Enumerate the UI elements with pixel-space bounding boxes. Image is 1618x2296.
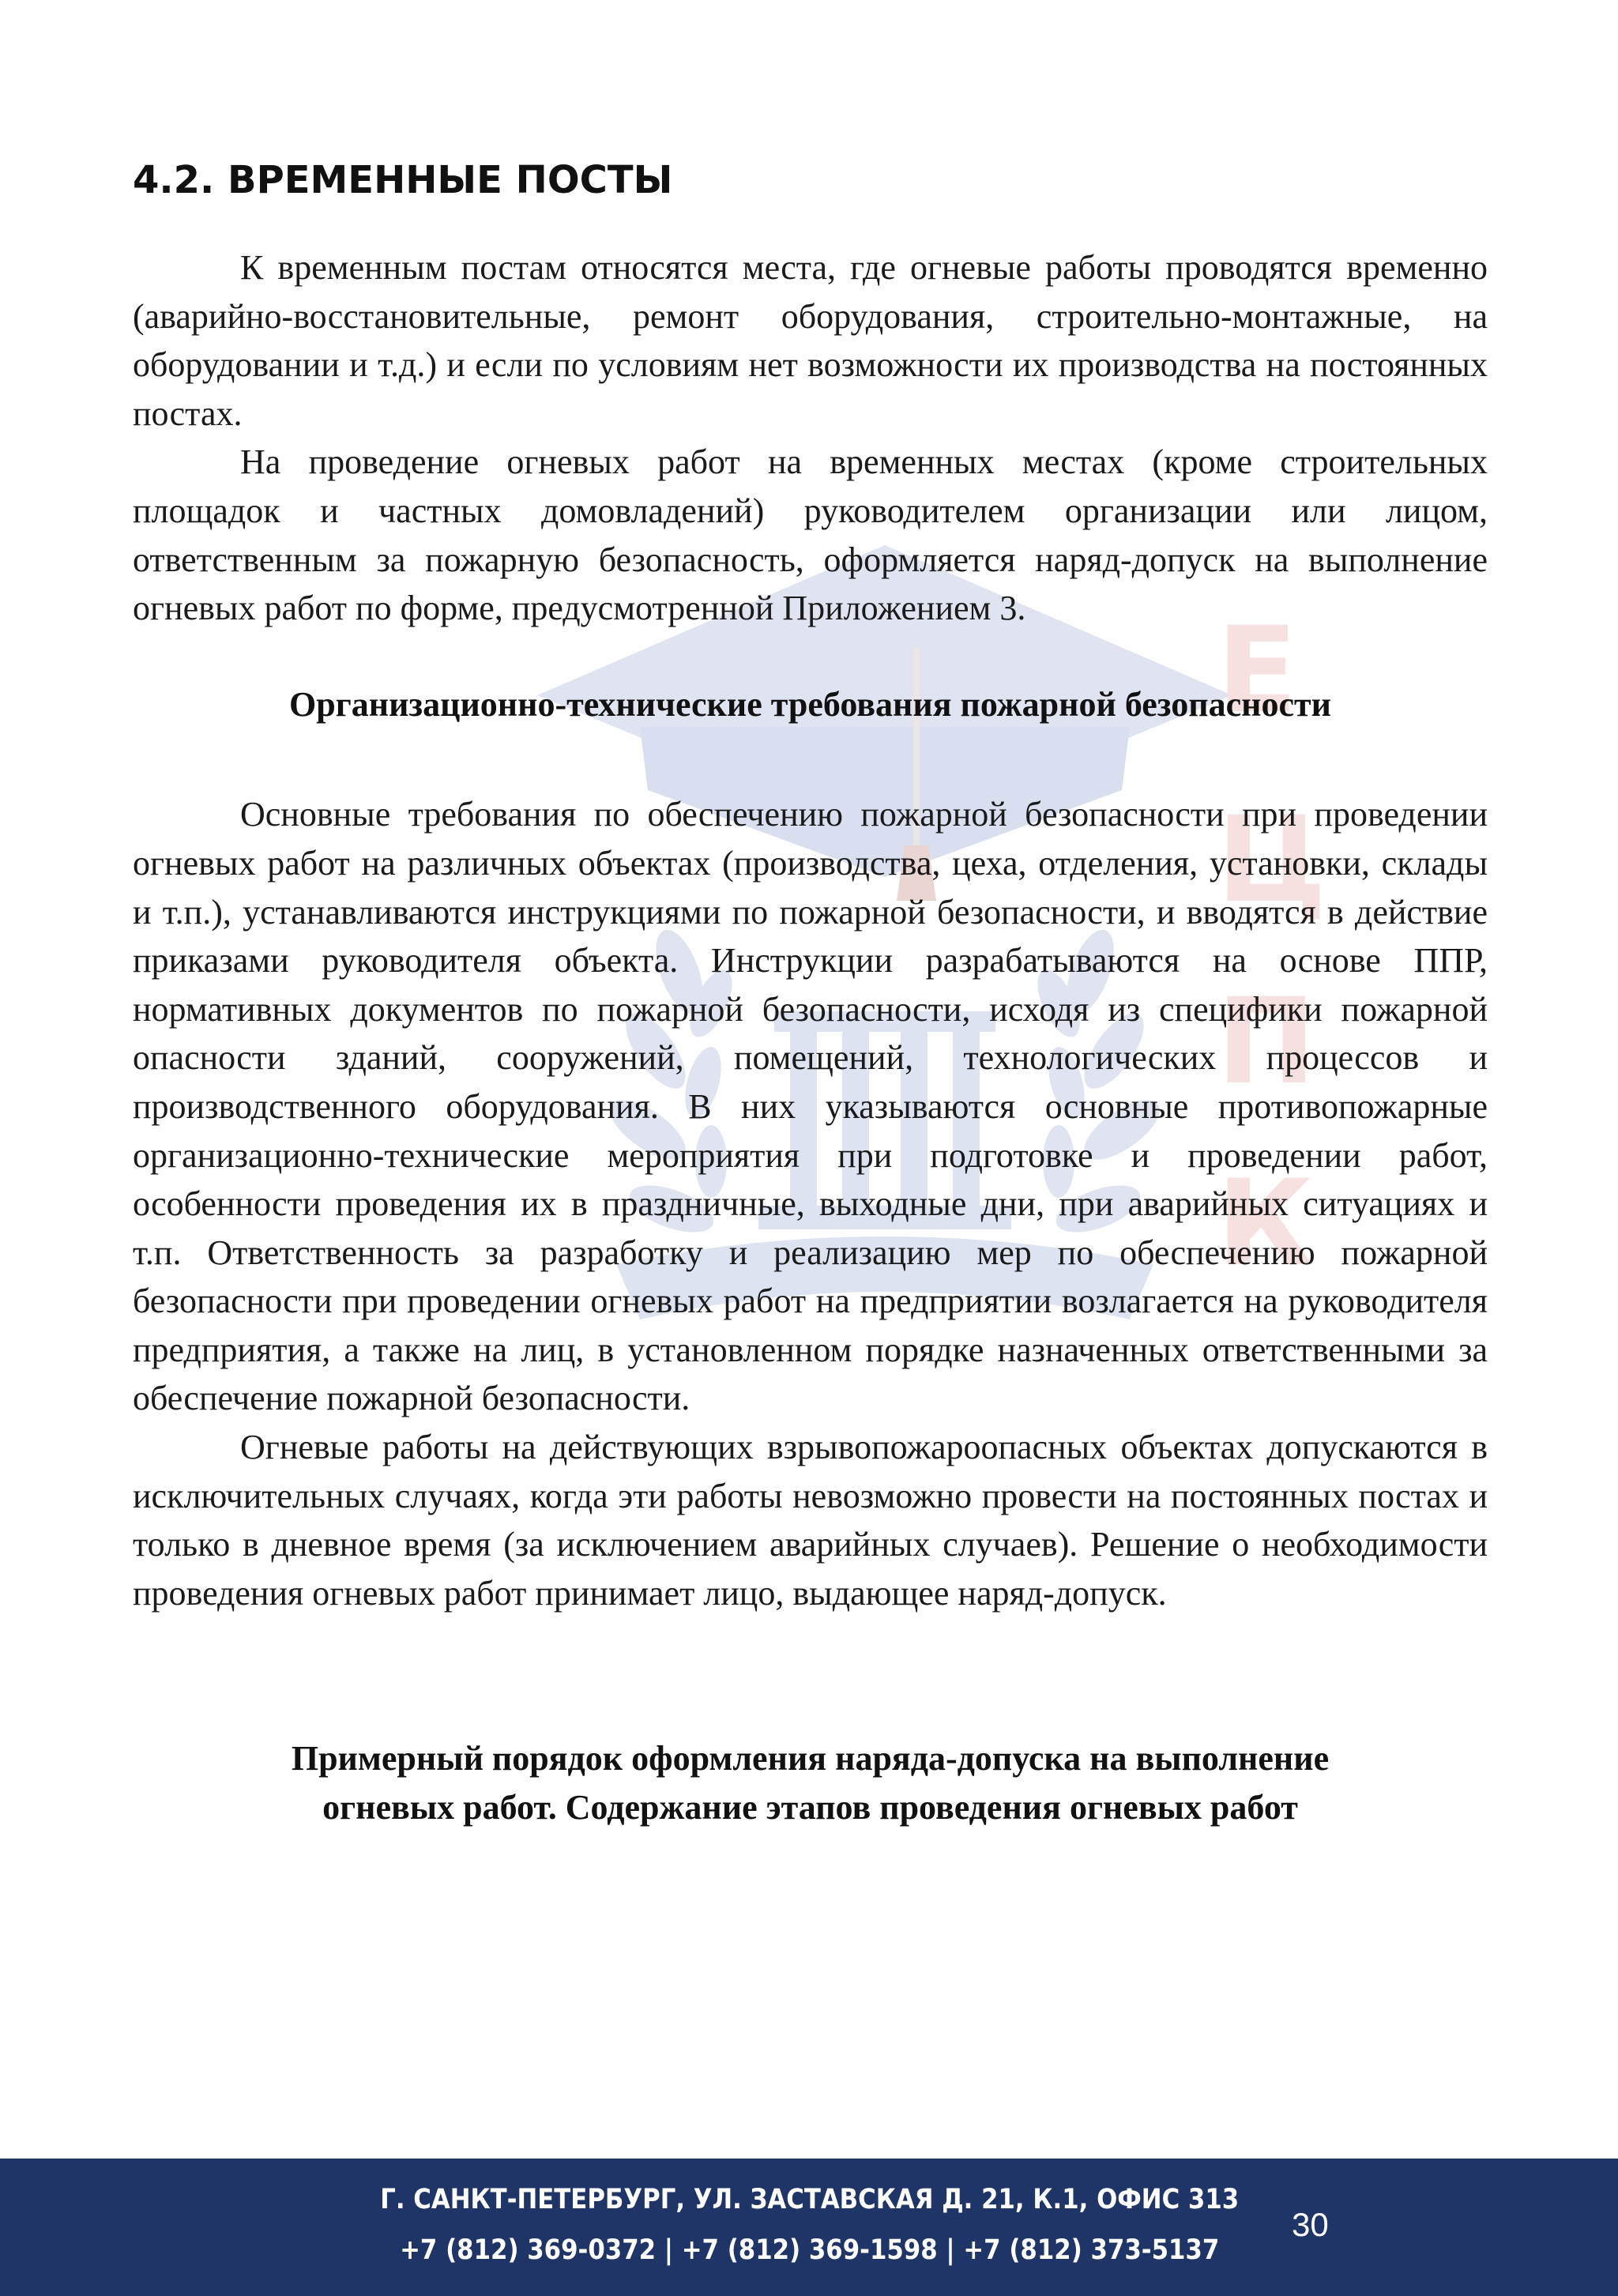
footer-address: Г. САНКТ-ПЕТЕРБУРГ, УЛ. ЗАСТАВСКАЯ Д. 21, К.1, ОФИС 313 bbox=[380, 2184, 1240, 2215]
subheading-procedure-line2: огневых работ. Содержание этапов проведения огневых работ bbox=[322, 1788, 1298, 1827]
svg-text:Ц: Ц bbox=[1217, 792, 1327, 929]
subheading-requirements: Организационно-технические требования пожарной безопасности bbox=[289, 684, 1331, 724]
svg-text:К: К bbox=[1217, 1155, 1314, 1293]
section-title: 4.2. ВРЕМЕННЫЕ ПОСТЫ bbox=[133, 158, 673, 202]
paragraph: Основные требования по обеспечению пожарной безопасности при проведении огневых работ на различных объектах (производства, цеха, отделения, установки, склады и т.п.), устанавливаются инструкциями по пожарной безопасности, и вводятся в действие приказами руководителя объекта. Инструкции разрабатываются на основе ППР, нормативных документов по пожарной безопасности, исходя из специфики пожарной опасности зданий, сооружений, помещений, технологических процессов и производственного оборудования. В них указываются основные противопожарные организационно-технические мероприятия при подготовке и проведении работ, особенности проведения их в праздничные, выходные дни, при аварийных ситуациях и т.п. Ответственность за разработку и реализацию мер по обеспечению пожарной безопасности при проведении огневых работ на предприятии возлагается на руководителя предприятия, а также на лиц, в установленном порядке назначенных ответственными за обеспечение пожарной безопасности. bbox=[133, 795, 1488, 1418]
paragraph: Огневые работы на действующих взрывопожароопасных объектах допускаются в исключительных случаях, когда эти работы невозможно провести на постоянных постах и только в дневное время (за исключением аварийных случаев). Решение о необходимости проведения огневых работ принимает лицо, выдающее наряд-допуск. bbox=[133, 1428, 1488, 1613]
paragraph: К временным постам относятся места, где огневые работы проводятся временно (аварийно-восстановительные, ремонт оборудования, строительно-монтажные, на оборудовании и т.д.) и если по условиям нет возможности их производства на постоянных постах. bbox=[133, 248, 1488, 433]
page-number: 30 bbox=[1292, 2206, 1329, 2243]
subheading-procedure bbox=[133, 1734, 1488, 1831]
page-content bbox=[133, 158, 1488, 1832]
footer-phones: +7 (812) 369-0372 | +7 (812) 369-1598 | +7 (812) 373-5137 bbox=[400, 2234, 1220, 2266]
paragraph: На проведение огневых работ на временных местах (кроме строительных площадок и частных домовладений) руководителем организации или лицом, ответственным за пожарную безопасность, оформляется наряд-допуск на выполнение огневых работ по форме, предусмотренной Приложением 3. bbox=[133, 442, 1488, 628]
footer-bar bbox=[0, 2159, 1618, 2296]
subheading-procedure-line1: Примерный порядок оформления наряда-допуска на выполнение bbox=[291, 1739, 1330, 1778]
svg-text:П: П bbox=[1217, 973, 1316, 1111]
svg-text:Е: Е bbox=[1217, 602, 1298, 740]
